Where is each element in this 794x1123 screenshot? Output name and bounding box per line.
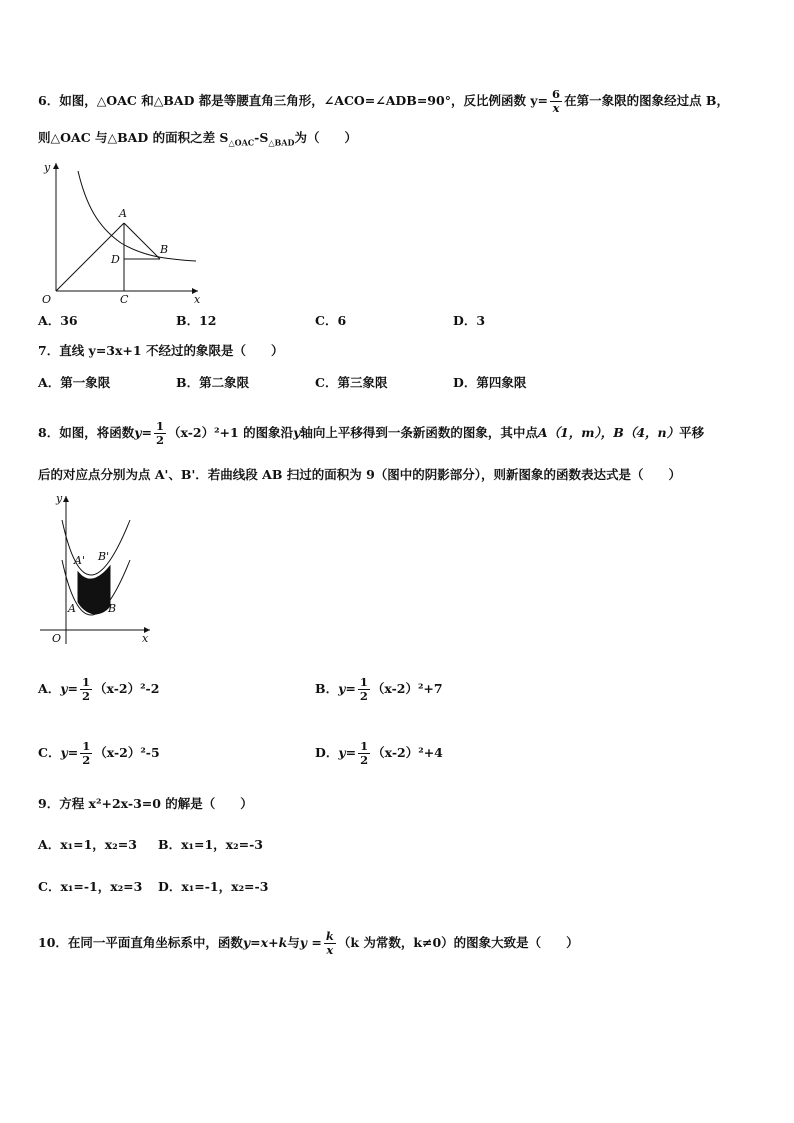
q8-option-c[interactable]: C．y= $\frac{1}{2}$ （x-2）²-5: [38, 739, 160, 767]
q6-y-arrow: [53, 163, 59, 169]
q8-fraction: $\frac{1}{2}$: [155, 419, 164, 447]
q6-fraction: $\frac{6}{x}$: [552, 87, 561, 115]
q8-label-A-prime: A': [74, 554, 85, 567]
q6-stem-line2: 则△OAC 与△BAD 的面积之差 $S_{\triangle OAC}-S_{\triangle BAD}$为（ ）: [38, 130, 357, 148]
q8-label-x: x: [142, 632, 149, 645]
q6-label-y: y: [44, 161, 51, 174]
q8-label-B-prime: B': [98, 550, 110, 563]
q6-hyperbola: [78, 171, 196, 261]
q6-figure: [36, 155, 206, 305]
q7-option-b[interactable]: B．第二象限: [176, 375, 250, 390]
q9-option-c[interactable]: C．x₁=-1，x₂=3: [38, 879, 143, 894]
q8-option-b[interactable]: B．y= $\frac{1}{2}$ （x-2）²+7: [315, 675, 443, 703]
q8-label-B: B: [108, 602, 117, 615]
q10-fraction: $\frac{k}{x}$: [325, 929, 334, 957]
q8-label-y: y: [56, 492, 63, 505]
q10-stem: 10．在同一平面直角坐标系中，函数y=x+k与y = $\frac{k}{x}$ （k 为常数，k≠0）的图象大致是（ ）: [38, 929, 579, 957]
q8-option-d[interactable]: D．y= $\frac{1}{2}$ （x-2）²+4: [315, 739, 443, 767]
q6-option-d[interactable]: D．3: [453, 313, 486, 328]
q6-label-D: D: [111, 253, 120, 266]
q9-option-d[interactable]: D．x₁=-1，x₂=-3: [158, 879, 269, 894]
q9-stem: 9．方程 x²+2x-3=0 的解是（ ）: [38, 796, 253, 811]
q6-option-c[interactable]: C．6: [315, 313, 347, 328]
q8-stem-line1: 8．如图，将函数y= $\frac{1}{2}$ （x-2）²+1 的图象沿y轴向上平移得到一条新函数的图象，其中点A（1，m），B（4，n）平移: [38, 419, 705, 447]
q6-stem-line1: 6．如图，△OAC 和△BAD 都是等腰直角三角形，∠ACO=∠ADB=90°，反比例函数 y= $\frac{6}{x}$ 在第一象限的图象经过点 B，: [38, 87, 729, 115]
q9-option-b[interactable]: B．x₁=1，x₂=-3: [158, 837, 263, 852]
q8-option-a[interactable]: A．y= $\frac{1}{2}$ （x-2）²-2: [38, 675, 160, 703]
q6-label-B: B: [160, 243, 169, 256]
q6-label-C: C: [120, 293, 129, 305]
q6-option-a[interactable]: A．36: [38, 313, 78, 328]
q6-option-b[interactable]: B．12: [176, 313, 217, 328]
q8-figure: [36, 490, 156, 650]
q7-option-a[interactable]: A．第一象限: [38, 375, 111, 390]
q6-label-x: x: [194, 293, 201, 305]
q8-label-O: O: [52, 632, 62, 645]
q7-stem: 7．直线 y=3x+1 不经过的象限是（ ）: [38, 343, 284, 358]
q8-stem-line2: 后的对应点分别为点 A'、B'．若曲线段 AB 扫过的面积为 9（图中的阴影部分），则新图象的函数表达式是（ ）: [38, 467, 682, 482]
q9-option-a[interactable]: A．x₁=1，x₂=3: [38, 837, 137, 852]
q7-option-d[interactable]: D．第四象限: [453, 375, 527, 390]
q6-label-A: A: [119, 207, 127, 220]
q6-label-O: O: [42, 293, 52, 305]
q6-line-AB: [124, 223, 160, 259]
q8-label-A: A: [68, 602, 76, 615]
q7-option-c[interactable]: C．第三象限: [315, 375, 388, 390]
q8-y-arrow: [63, 496, 69, 502]
q8-upper-parabola: [62, 520, 130, 575]
